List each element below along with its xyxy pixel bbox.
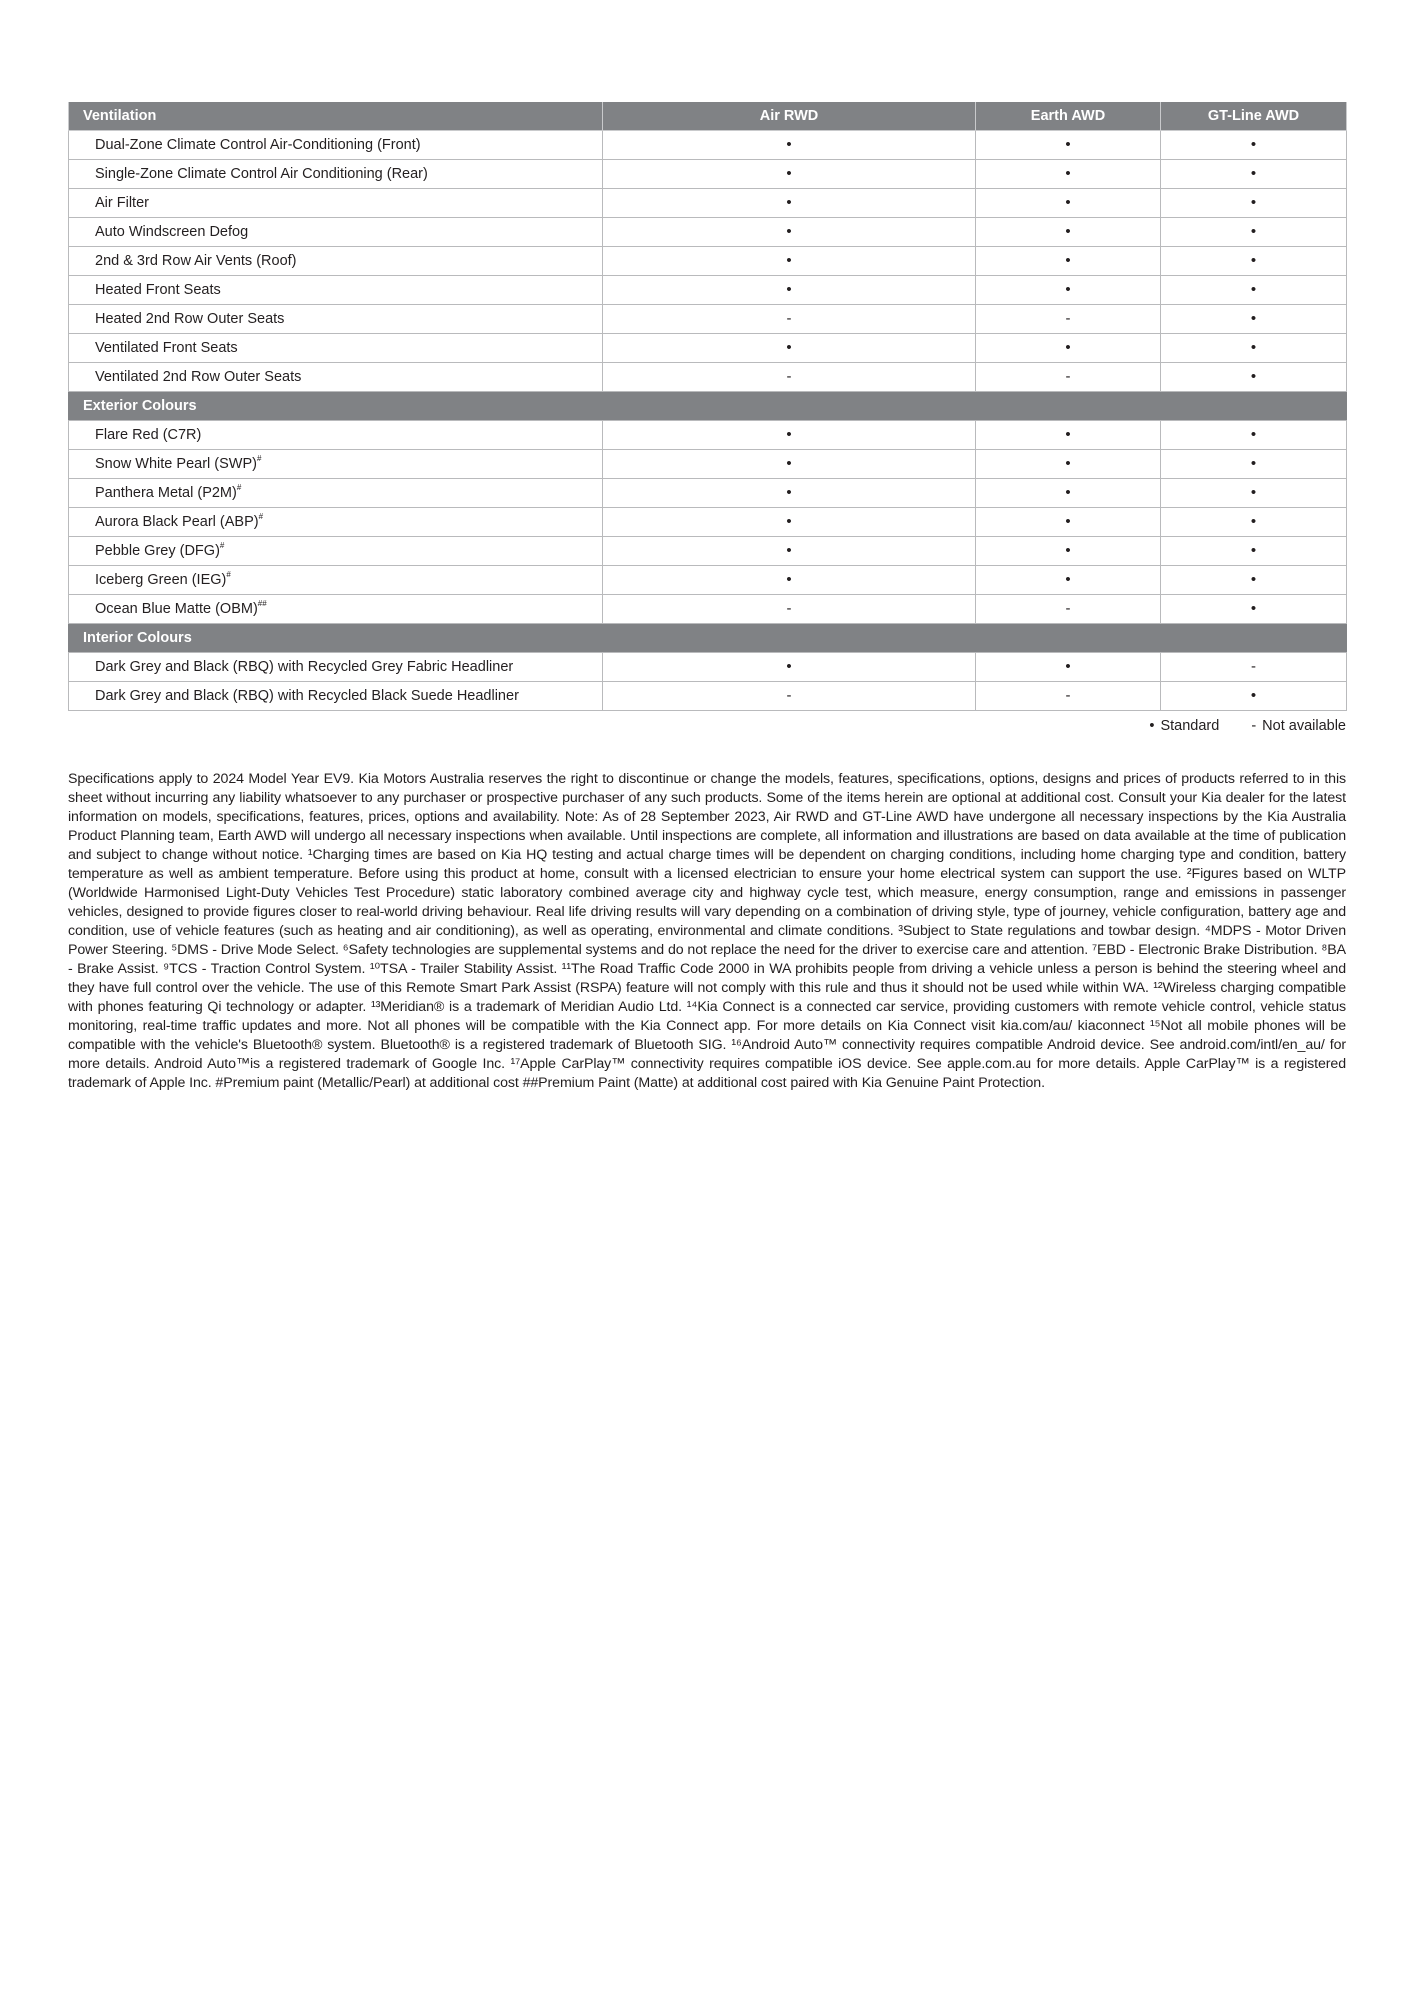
availability-air-rwd: • — [603, 479, 976, 508]
availability-gt-line-awd: • — [1161, 595, 1347, 624]
availability-earth-awd: • — [976, 421, 1161, 450]
availability-earth-awd: • — [976, 537, 1161, 566]
footnote-marker: # — [219, 541, 225, 550]
availability-air-rwd: • — [603, 160, 976, 189]
feature-label — [69, 421, 603, 450]
availability-air-rwd: • — [603, 189, 976, 218]
footnote-marker: ## — [257, 599, 267, 608]
availability-air-rwd: • — [603, 450, 976, 479]
feature-label-text: Panthera Metal (P2M) — [95, 485, 237, 501]
feature-label-text: Dark Grey and Black (RBQ) with Recycled Black Suede Headliner — [95, 688, 519, 704]
availability-earth-awd: • — [976, 247, 1161, 276]
feature-label-text: Ocean Blue Matte (OBM) — [95, 601, 258, 617]
specifications-table — [68, 102, 1347, 711]
availability-air-rwd: • — [603, 537, 976, 566]
availability-earth-awd: • — [976, 479, 1161, 508]
availability-air-rwd: • — [603, 421, 976, 450]
section-header-interior-colours-title: Interior Colours — [69, 624, 1347, 653]
section-header-exterior-colours-title: Exterior Colours — [69, 392, 1347, 421]
availability-air-rwd: • — [603, 508, 976, 537]
feature-label — [69, 218, 603, 247]
availability-gt-line-awd: • — [1161, 566, 1347, 595]
standard-bullet-icon: • — [1149, 718, 1155, 734]
feature-label-text: Air Filter — [95, 195, 149, 211]
feature-label-text: Auto Windscreen Defog — [95, 224, 249, 240]
table-row — [69, 363, 1347, 392]
feature-label-text: Dual-Zone Climate Control Air-Conditioning (Front) — [95, 137, 421, 153]
feature-label-text: Heated Front Seats — [95, 282, 221, 298]
feature-label — [69, 682, 603, 711]
column-header-gt-line-awd: GT-Line AWD — [1161, 102, 1347, 131]
availability-gt-line-awd: • — [1161, 363, 1347, 392]
legend-not-available-label: Not available — [1262, 718, 1346, 734]
table-row — [69, 508, 1347, 537]
table-row — [69, 682, 1347, 711]
availability-air-rwd: • — [603, 247, 976, 276]
availability-earth-awd: • — [976, 131, 1161, 160]
availability-gt-line-awd: • — [1161, 218, 1347, 247]
table-row — [69, 450, 1347, 479]
table-row — [69, 421, 1347, 450]
feature-label — [69, 305, 603, 334]
feature-label-text: Ventilated 2nd Row Outer Seats — [95, 369, 302, 385]
table-row — [69, 305, 1347, 334]
availability-gt-line-awd: • — [1161, 189, 1347, 218]
disclaimer-text: Specifications apply to 2024 Model Year EV9. Kia Motors Australia reserves the right to discontinue or change the models, features, specifications, options, designs and prices of products referred to in this sheet without incurring any liability whatsoever to any purchaser or prospective purchaser of any such products. Some of the items herein are optional at additional cost. Consult your Kia dealer for the latest information on models, specifications, features, prices, options and availability. Note: As of 28 September 2023, Air RWD and GT-Line AWD have undergone all necessary inspections by the Kia Australia Product Planning team, Earth AWD will undergo all necessary inspections when available. Until inspections are complete, all information and illustrations are based on data available at the time of publication and subject to change without notice. ¹Charging times are based on Kia HQ testing and actual charge times will be dependent on charging conditions, including home charging type and condition, battery temperature as well as ambient temperature. Before using this product at home, consult with a licensed electrician to ensure your home electrical system can support the use. ²Figures based on WLTP (Worldwide Harmonised Light-Duty Vehicles Test Procedure) static laboratory combined average city and highway cycle test, which measure, energy consumption, range and emissions in passenger vehicles, designed to provide figures closer to real-world driving behaviour. Real life driving results will vary depending on a combination of driving style, type of journey, vehicle configuration, battery age and condition, use of vehicle features (such as heating and air conditioning), as well as operating, environmental and climate conditions. ³Subject to State regulations and towbar design. ⁴MDPS - Motor Driven Power Steering. ⁵DMS - Drive Mode Select. ⁶Safety technologies are supplemental systems and do not replace the need for the driver to exercise care and attention. ⁷EBD - Electronic Brake Distribution. ⁸BA - Brake Assist. ⁹TCS - Traction Control System. ¹⁰TSA - Trailer Stability Assist. ¹¹The Road Traffic Code 2000 in WA prohibits people from driving a vehicle unless a person is behind the steering wheel and they have full control over the vehicle. The use of this Remote Smart Park Assist (RSPA) feature will not comply with this rule and thus it should not be used while within WA. ¹²Wireless charging compatible with phones featuring Qi technology or adapter. ¹³Meridian® is a trademark of Meridian Audio Ltd. ¹⁴Kia Connect is a connected car service, providing customers with remote vehicle control, vehicle status monitoring, real-time traffic updates and more. Not all phones will be compatible with the Kia Connect app. For more details on Kia Connect visit kia.com/au/ kiaconnect ¹⁵Not all mobile phones will be compatible with the vehicle's Bluetooth® system. Bluetooth® is a registered trademark of Bluetooth SIG. ¹⁶Android Auto™ connectivity requires compatible Android device. See android.com/intl/en_au/ for more details. Android Auto™is a registered trademark of Google Inc. ¹⁷Apple CarPlay™ connectivity requires compatible iOS device. See apple.com.au for more details. Apple CarPlay™ is a registered trademark of Apple Inc. #Premium paint (Metallic/Pearl) at additional cost ##Premium Paint (Matte) at additional cost paired with Kia Genuine Paint Protection. — [68, 771, 1346, 1091]
feature-label — [69, 189, 603, 218]
availability-earth-awd: • — [976, 218, 1161, 247]
availability-gt-line-awd: • — [1161, 479, 1347, 508]
table-row — [69, 218, 1347, 247]
footnote-marker: # — [236, 483, 242, 492]
legend-standard-label: Standard — [1160, 718, 1220, 734]
feature-label — [69, 334, 603, 363]
feature-label-text: Snow White Pearl (SWP) — [95, 456, 257, 472]
availability-air-rwd: • — [603, 218, 976, 247]
not-available-dash-icon: - — [1251, 718, 1257, 734]
feature-label-text: Ventilated Front Seats — [95, 340, 238, 356]
footnote-marker: # — [258, 512, 264, 521]
availability-air-rwd: • — [603, 276, 976, 305]
section-header-exterior-colours — [69, 392, 1347, 421]
availability-gt-line-awd: • — [1161, 682, 1347, 711]
availability-earth-awd: • — [976, 189, 1161, 218]
availability-earth-awd: • — [976, 334, 1161, 363]
availability-gt-line-awd: • — [1161, 276, 1347, 305]
feature-label — [69, 131, 603, 160]
feature-label — [69, 363, 603, 392]
feature-label — [69, 450, 603, 479]
section-header-ventilation: Ventilation — [69, 102, 603, 131]
availability-earth-awd: • — [976, 508, 1161, 537]
feature-label-text: Pebble Grey (DFG) — [95, 543, 220, 559]
table-row — [69, 189, 1347, 218]
table-row — [69, 334, 1347, 363]
table-row — [69, 595, 1347, 624]
footnote-marker: # — [226, 570, 231, 579]
availability-earth-awd: • — [976, 653, 1161, 682]
table-row — [69, 653, 1347, 682]
legend-not-available — [1251, 718, 1346, 734]
availability-air-rwd: • — [603, 334, 976, 363]
availability-gt-line-awd: - — [1161, 653, 1347, 682]
table-row — [69, 566, 1347, 595]
feature-label-text: Heated 2nd Row Outer Seats — [95, 311, 285, 327]
feature-label — [69, 247, 603, 276]
legend — [1149, 718, 1346, 734]
table-row — [69, 131, 1347, 160]
feature-label — [69, 508, 603, 537]
availability-air-rwd: - — [603, 363, 976, 392]
feature-label-text: Dark Grey and Black (RBQ) with Recycled Grey Fabric Headliner — [95, 659, 514, 675]
availability-air-rwd: • — [603, 566, 976, 595]
availability-air-rwd: - — [603, 595, 976, 624]
availability-earth-awd: - — [976, 363, 1161, 392]
availability-earth-awd: • — [976, 276, 1161, 305]
table-row — [69, 247, 1347, 276]
availability-air-rwd: - — [603, 682, 976, 711]
availability-air-rwd: • — [603, 131, 976, 160]
feature-label — [69, 276, 603, 305]
availability-gt-line-awd: • — [1161, 160, 1347, 189]
footnote-marker: # — [256, 454, 262, 463]
table-header-row — [69, 102, 1347, 131]
column-header-air-rwd: Air RWD — [603, 102, 976, 131]
feature-label — [69, 479, 603, 508]
table-body — [69, 131, 1347, 711]
availability-gt-line-awd: • — [1161, 131, 1347, 160]
availability-earth-awd: - — [976, 305, 1161, 334]
availability-earth-awd: • — [976, 566, 1161, 595]
availability-air-rwd: - — [603, 305, 976, 334]
table-row — [69, 276, 1347, 305]
feature-label-text: Aurora Black Pearl (ABP) — [95, 514, 259, 530]
table-row — [69, 537, 1347, 566]
availability-gt-line-awd: • — [1161, 305, 1347, 334]
availability-gt-line-awd: • — [1161, 537, 1347, 566]
table-row — [69, 479, 1347, 508]
legend-standard — [1149, 718, 1219, 734]
feature-label — [69, 595, 603, 624]
feature-label-text: Flare Red (C7R) — [95, 427, 202, 443]
availability-gt-line-awd: • — [1161, 334, 1347, 363]
availability-gt-line-awd: • — [1161, 421, 1347, 450]
availability-air-rwd: • — [603, 653, 976, 682]
availability-earth-awd: • — [976, 160, 1161, 189]
feature-label — [69, 537, 603, 566]
availability-gt-line-awd: • — [1161, 450, 1347, 479]
feature-label-text: Single-Zone Climate Control Air Conditioning (Rear) — [95, 166, 428, 182]
column-header-earth-awd: Earth AWD — [976, 102, 1161, 131]
availability-earth-awd: - — [976, 682, 1161, 711]
feature-label — [69, 160, 603, 189]
feature-label-text: Iceberg Green (IEG) — [95, 572, 227, 588]
feature-label — [69, 566, 603, 595]
availability-earth-awd: • — [976, 450, 1161, 479]
availability-gt-line-awd: • — [1161, 508, 1347, 537]
feature-label-text: 2nd & 3rd Row Air Vents (Roof) — [95, 253, 297, 269]
section-header-interior-colours — [69, 624, 1347, 653]
table-row — [69, 160, 1347, 189]
feature-label — [69, 653, 603, 682]
availability-gt-line-awd: • — [1161, 247, 1347, 276]
availability-earth-awd: - — [976, 595, 1161, 624]
